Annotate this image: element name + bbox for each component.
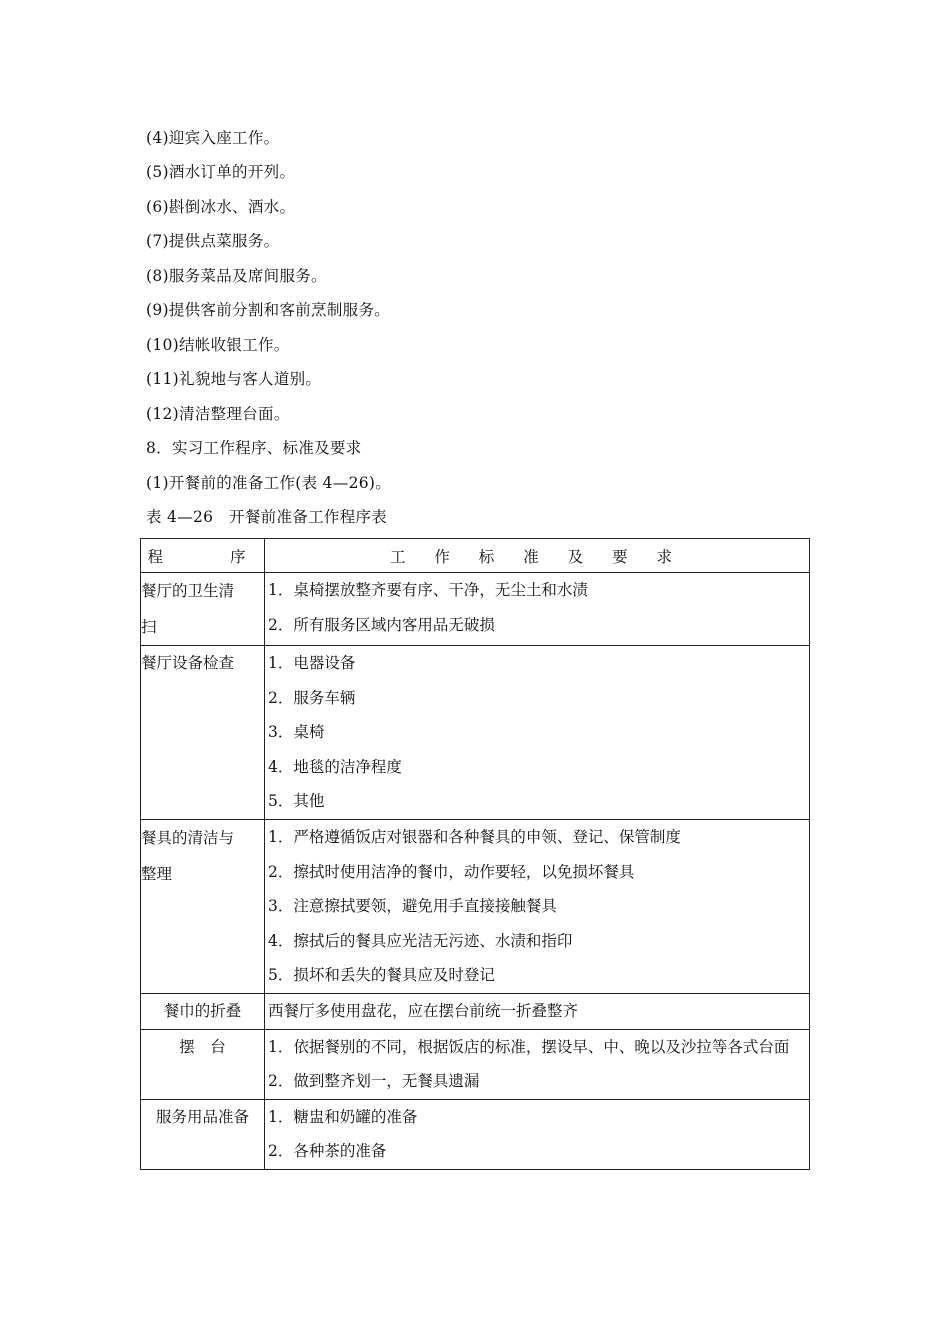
list-item: (10)结帐收银工作。 (146, 336, 290, 354)
list-item: (9)提供客前分割和客前烹制服务。 (146, 301, 391, 319)
table-row (141, 993, 810, 1029)
list-item: (12)清洁整理台面。 (146, 405, 290, 423)
table-row (141, 573, 810, 646)
table-row (141, 646, 810, 820)
procedure-requirements: 1．电器设备 2．服务车辆 3．桌椅 4．地毯的洁净程度 5．其他 (265, 646, 810, 820)
list-item: (5)酒水订单的开列。 (146, 163, 296, 181)
sub-heading: (1)开餐前的准备工作(表 4—26)。 (146, 474, 392, 492)
procedure-name: 摆 台 (141, 1029, 265, 1099)
list-item: (4)迎宾入座工作。 (146, 129, 280, 147)
procedure-name: 餐厅设备检查 (141, 646, 265, 820)
list-item: (7)提供点菜服务。 (146, 232, 280, 250)
procedure-name: 餐巾的折叠 (141, 993, 265, 1029)
table-caption: 表 4—26 开餐前准备工作程序表 (146, 508, 388, 526)
list-item: (11)礼貌地与客人道别。 (146, 370, 322, 388)
procedure-table (140, 538, 810, 1170)
procedure-requirements: 1．严格遵循饭店对银器和各种餐具的申领、登记、保管制度 2．擦拭时使用洁净的餐巾，动作要轻，以免损坏餐具 3．注意擦拭要领，避免用手直接接触餐具 4．擦拭后的餐具应光洁无污迹、水渍和指印 5．损坏和丢失的餐具应及时登记 (265, 819, 810, 993)
header-standards: 工 作 标 准 及 要 求 (265, 539, 810, 573)
table-header-row (141, 539, 810, 573)
list-item: (6)斟倒冰水、酒水。 (146, 198, 296, 216)
procedure-requirements: 西餐厅多使用盘花，应在摆台前统一折叠整齐 (265, 993, 810, 1029)
procedure-name: 餐具的清洁与 整理 (141, 819, 265, 993)
procedure-requirements: 1．依据餐别的不同，根据饭店的标准，摆设早、中、晚以及沙拉等各式台面 2．做到整齐划一，无餐具遗漏 (265, 1029, 810, 1099)
table-row (141, 1099, 810, 1169)
section-heading: 8．实习工作程序、标准及要求 (146, 439, 362, 457)
procedure-requirements: 1．糖盅和奶罐的准备 2．各种茶的准备 (265, 1099, 810, 1169)
table-row (141, 1029, 810, 1099)
table-row (141, 819, 810, 993)
procedure-requirements: 1．桌椅摆放整齐要有序、干净，无尘土和水渍 2．所有服务区域内客用品无破损 (265, 573, 810, 646)
list-item: (8)服务菜品及席间服务。 (146, 267, 327, 285)
procedure-name: 服务用品准备 (141, 1099, 265, 1169)
header-procedure: 程 序 (141, 539, 265, 573)
procedure-name: 餐厅的卫生清 扫 (141, 573, 265, 646)
